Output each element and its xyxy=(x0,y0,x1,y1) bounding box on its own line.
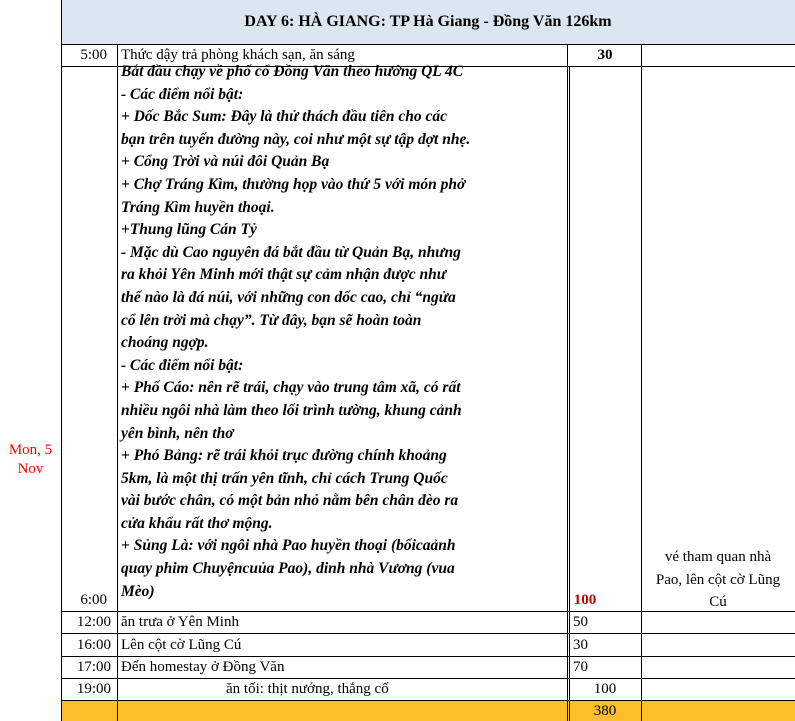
activity-line: choáng ngợp. xyxy=(121,334,209,352)
time-cell: 17:00 xyxy=(76,659,111,675)
activity-line: - Mặc dù Cao nguyên đá bắt đầu từ Quản Bạ, nhưng xyxy=(121,243,461,261)
value-cell: 30 xyxy=(597,47,613,63)
page-title: DAY 6: HÀ GIANG: TP Hà Giang - Đồng Văn 126km xyxy=(244,13,612,30)
activity-line: quay phim Chuyệncuủa Pao), dinh nhà Vương (vua xyxy=(121,560,455,578)
date-label xyxy=(0,441,61,479)
note-line: Cú xyxy=(709,594,727,611)
activity-line: nhiều ngôi nhà làm theo lối trình tường, khung cảnh xyxy=(121,401,462,419)
activity-line: +Thung lũng Cán Tỷ xyxy=(121,221,257,239)
time-cell: 12:00 xyxy=(76,614,111,630)
activity-line: Tráng Kìm huyền thoại. xyxy=(121,198,275,216)
activity-cell: Lên cột cờ Lũng Cú xyxy=(121,637,242,653)
activity-line: - Các điểm nổi bật: xyxy=(121,85,244,103)
activity-line: yên bình, nên thơ xyxy=(121,424,234,442)
grid-line xyxy=(641,44,642,721)
time-cell: 5:00 xyxy=(80,47,107,63)
activity-line: + Phó Bảng: rẽ trái khỏi trục đường chính khoảng xyxy=(121,447,447,465)
activity-line: + Chợ Tráng Kìm, thường họp vào thứ 5 với món phở xyxy=(121,175,466,193)
grid-line xyxy=(61,678,795,679)
activity-line: + Dốc Bắc Sum: Đây là thử thách đầu tiên cho các xyxy=(121,108,447,126)
grid-line xyxy=(61,633,795,634)
activity-line: vài bước chân, có một bản nhỏ nằm bên chân đèo ra xyxy=(121,492,459,510)
activity-line: bạn trên tuyến đường này, coi như một sự tập dợt nhẹ. xyxy=(121,130,471,148)
value-cell: 70 xyxy=(573,659,588,675)
activity-line: ra khỏi Yên Minh mới thật sự cảm nhận được như xyxy=(121,266,447,284)
grid-line xyxy=(117,44,118,721)
total-row-band xyxy=(61,700,795,721)
activity-line: cửa khẩu rất thơ mộng. xyxy=(121,514,273,532)
activity-line: cổ lên trời mà chạy”. Từ đây, bạn sẽ hoàn toàn xyxy=(121,311,422,329)
activity-cell: ăn trưa ở Yên Minh xyxy=(121,614,239,630)
activity-line: 5km, là một thị trấn yên tĩnh, chỉ cách Trung Quốc xyxy=(121,469,448,487)
activity-line: - Các điểm nổi bật: xyxy=(121,356,244,374)
total-value: 380 xyxy=(593,703,617,719)
note-line: vé tham quan nhà xyxy=(664,549,772,565)
time-cell: 19:00 xyxy=(76,681,111,697)
grid-line xyxy=(61,656,795,657)
note-line: Pao, lên cột cờ Lũng xyxy=(655,571,781,588)
note-cell xyxy=(641,546,795,614)
activity-line: Bắt đầu chạy về phố cổ Đồng Văn theo hướng QL 4C xyxy=(121,63,464,80)
activity-cell: Đến homestay ở Đồng Văn xyxy=(121,659,285,675)
activity-description xyxy=(121,61,470,603)
date-line: Mon, 5 xyxy=(8,442,53,458)
value-cell: 30 xyxy=(573,637,588,653)
activity-cell: ăn tối: thịt nướng, thắng cố xyxy=(226,681,389,697)
date-line: Nov xyxy=(17,461,44,477)
grid-line xyxy=(61,700,795,701)
grid-line xyxy=(569,66,570,721)
value-cell: 50 xyxy=(573,614,588,630)
time-cell: 16:00 xyxy=(76,637,111,653)
activity-line: + Cổng Trời và núi đôi Quản Bạ xyxy=(121,153,330,171)
value-cell: 100 xyxy=(593,681,617,697)
activity-cell: Thức dậy trả phòng khách sạn, ăn sáng xyxy=(121,47,355,63)
activity-line: thế nào là đá núi, với những con dốc cao, chỉ “ngửa xyxy=(121,288,456,306)
grid-line xyxy=(567,44,568,721)
value-cell: 100 xyxy=(573,592,597,608)
activity-line: + Phố Cáo: nên rẽ trái, chạy vào trung tâm xã, có rất xyxy=(121,379,461,397)
activity-line: Mèo) xyxy=(121,582,155,600)
activity-line: + Sủng Là: với ngôi nhà Pao huyền thoại (bốicaảnh xyxy=(121,537,456,555)
time-cell: 6:00 xyxy=(80,592,107,608)
grid-line xyxy=(61,44,795,45)
